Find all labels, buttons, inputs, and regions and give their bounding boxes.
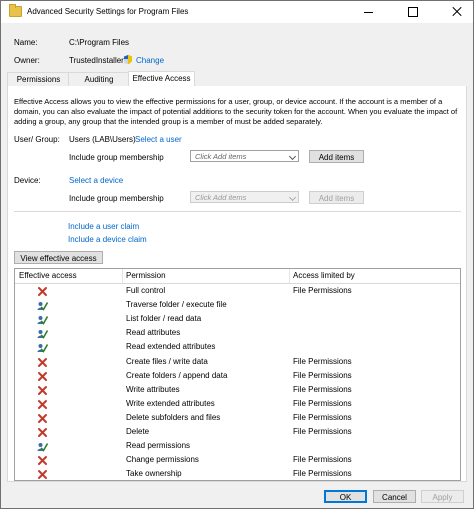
ok-button[interactable]: OK <box>324 490 367 503</box>
effective-access-table <box>14 268 461 481</box>
permission-name: List folder / read data <box>126 314 202 324</box>
column-header-permission[interactable]: Permission <box>126 271 166 280</box>
device-group-combo-text: Click Add items <box>195 193 247 202</box>
x-icon <box>37 286 48 297</box>
check-icon <box>37 342 48 353</box>
table-row[interactable] <box>15 298 460 312</box>
add-items-button-device[interactable]: Add items <box>309 191 364 204</box>
x-icon <box>37 385 48 396</box>
view-effective-access-button[interactable]: View effective access <box>14 251 103 264</box>
x-icon <box>37 469 48 480</box>
x-icon <box>37 371 48 382</box>
tab-permissions[interactable]: Permissions <box>7 72 70 86</box>
access-limited-by: File Permissions <box>293 427 352 436</box>
maximize-button[interactable] <box>397 1 427 23</box>
x-icon <box>37 455 48 466</box>
column-header-effective-access[interactable]: Effective access <box>19 271 77 280</box>
folder-icon <box>9 6 22 17</box>
name-value: C:\Program Files <box>69 38 130 47</box>
cancel-button[interactable]: Cancel <box>373 490 416 503</box>
table-row[interactable] <box>15 312 460 326</box>
check-icon <box>37 328 48 339</box>
permission-name: Take ownership <box>126 469 182 479</box>
table-row[interactable] <box>15 369 460 383</box>
table-row[interactable] <box>15 467 460 481</box>
tab-effective-access[interactable]: Effective Access <box>128 71 195 87</box>
title-bar <box>1 1 473 23</box>
x-icon <box>37 357 48 368</box>
permission-name: Change permissions <box>126 455 199 465</box>
permission-name: Delete subfolders and files <box>126 412 221 422</box>
chevron-down-icon <box>289 194 296 201</box>
tab-auditing[interactable]: Auditing <box>68 72 130 86</box>
permission-name: Read extended attributes <box>126 342 216 352</box>
x-icon <box>37 399 48 410</box>
access-limited-by: File Permissions <box>293 286 352 295</box>
access-limited-by: File Permissions <box>293 469 352 479</box>
change-owner-link[interactable]: Change <box>136 56 165 65</box>
user-group-combo[interactable] <box>190 150 299 162</box>
permission-name: Delete <box>126 427 150 436</box>
include-device-claim-link[interactable]: Include a device claim <box>68 235 147 244</box>
table-row[interactable] <box>15 397 460 411</box>
access-limited-by: File Permissions <box>293 356 352 366</box>
tab-bar <box>7 72 465 87</box>
access-limited-by: File Permissions <box>293 398 352 408</box>
table-row[interactable] <box>15 425 460 439</box>
include-group-label-device: Include group membership <box>69 194 164 203</box>
user-group-combo-text: Click Add items <box>195 152 247 161</box>
table-row[interactable] <box>15 340 460 354</box>
add-items-button-user[interactable]: Add items <box>309 150 364 163</box>
permission-name: Traverse folder / execute file <box>126 300 227 310</box>
apply-button[interactable]: Apply <box>421 490 464 503</box>
table-row[interactable] <box>15 284 460 298</box>
name-label: Name: <box>14 38 38 47</box>
access-limited-by: File Permissions <box>293 370 352 380</box>
table-row[interactable] <box>15 355 460 369</box>
divider <box>14 211 461 212</box>
column-header-access-limited-by[interactable]: Access limited by <box>293 271 355 280</box>
permission-name: Create files / write data <box>126 356 208 366</box>
device-group-combo[interactable] <box>190 191 299 203</box>
x-icon <box>37 427 48 438</box>
select-device-link[interactable]: Select a device <box>69 176 124 185</box>
window-title: Advanced Security Settings for Program Files <box>27 7 189 16</box>
access-limited-by: File Permissions <box>293 455 352 465</box>
include-user-claim-link[interactable]: Include a user claim <box>68 222 140 231</box>
uac-shield-icon <box>124 55 132 64</box>
table-header <box>15 269 460 284</box>
table-row[interactable] <box>15 453 460 467</box>
permission-name: Full control <box>126 286 166 295</box>
include-group-label-user: Include group membership <box>69 153 164 162</box>
table-row[interactable] <box>15 326 460 340</box>
permission-name: Read attributes <box>126 328 181 338</box>
column-divider <box>289 269 290 283</box>
user-group-value: Users (LAB\Users) <box>69 135 136 144</box>
access-limited-by: File Permissions <box>293 384 352 394</box>
permission-name: Write attributes <box>126 384 180 394</box>
select-user-link[interactable]: Select a user <box>135 135 182 144</box>
minimize-button[interactable] <box>353 1 383 23</box>
check-icon <box>37 314 48 325</box>
table-row[interactable] <box>15 383 460 397</box>
owner-value: TrustedInstaller <box>69 56 124 65</box>
check-icon <box>37 441 48 452</box>
access-limited-by: File Permissions <box>293 412 352 422</box>
user-group-label: User/ Group: <box>14 135 60 144</box>
table-row[interactable] <box>15 411 460 425</box>
check-icon <box>37 300 48 311</box>
close-button[interactable] <box>441 1 471 23</box>
column-divider <box>122 269 123 283</box>
x-icon <box>37 413 48 424</box>
table-row[interactable] <box>15 439 460 453</box>
permission-name: Create folders / append data <box>126 370 228 380</box>
owner-label: Owner: <box>14 56 40 65</box>
permission-name: Write extended attributes <box>126 398 215 408</box>
description-text: Effective Access allows you to view the effective permissions for a user, group, or device account. If the account is a member of a domain, you can also evaluate the impact of potential additions to the security token for the account. When you evaluate the impact of adding a group, any group that the intended group is a member of must be added separately. <box>14 97 458 126</box>
permission-name: Read permissions <box>126 441 191 451</box>
chevron-down-icon <box>289 153 296 160</box>
device-label: Device: <box>14 176 41 185</box>
